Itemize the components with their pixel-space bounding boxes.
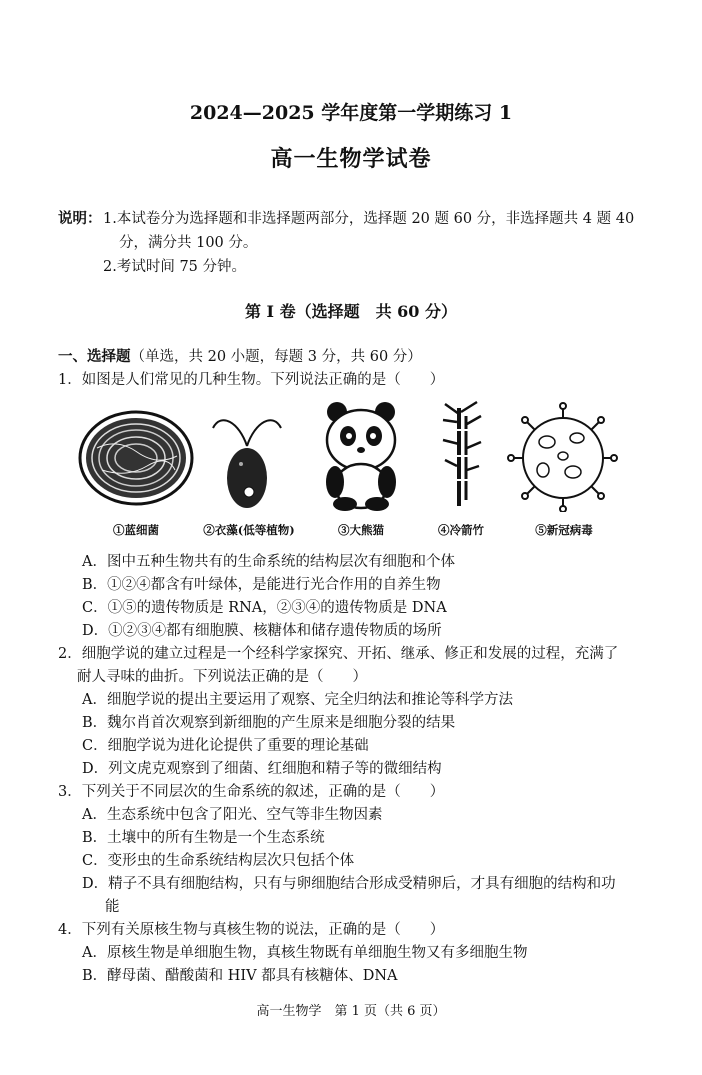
coronavirus-image (507, 402, 619, 512)
page-footer: 高一生物学 第 1 页（共 6 页） (256, 1004, 446, 1019)
caption-giant-panda: ③大熊猫 (338, 523, 384, 537)
cyanobacteria-image (77, 408, 195, 508)
section-title: 第 I 卷（选择题 共 60 分） (244, 302, 458, 321)
question-2-stem-line1: 2．细胞学说的建立过程是一个经科学家探究、开拓、继承、修正和发展的过程，充满了 (58, 646, 619, 662)
giant-panda-image (319, 400, 403, 512)
instruction-2: 2.考试时间 75 分钟。 (103, 259, 247, 275)
question-1-stem: 1．如图是人们常见的几种生物。下列说法正确的是（ ） (58, 372, 445, 388)
q2-option-c: C．细胞学说为进化论提供了重要的理论基础 (82, 738, 369, 754)
caption-bamboo: ④冷箭竹 (438, 523, 484, 537)
part-heading (58, 345, 422, 366)
q4-option-b: B．酵母菌、醋酸菌和 HIV 都具有核糖体、DNA (82, 968, 398, 984)
question-2-stem-line2: 耐人寻味的曲折。下列说法正确的是（ ） (77, 669, 367, 685)
instructions-label: 说明： (58, 210, 102, 227)
q2-option-d: D．列文虎克观察到了细菌、红细胞和精子等的微细结构 (82, 761, 442, 777)
part-note: （单选，共 20 小题，每题 3 分，共 60 分） (130, 349, 422, 365)
part-label: 一、选择题 (58, 348, 131, 365)
q1-option-a: A．图中五种生物共有的生命系统的结构层次有细胞和个体 (82, 554, 455, 570)
instruction-1-line2: 分，满分共 100 分。 (119, 235, 258, 251)
q3-option-b: B．土壤中的所有生物是一个生态系统 (82, 830, 325, 846)
q1-option-d: D．①②③④都有细胞膜、核糖体和储存遗传物质的场所 (82, 623, 442, 639)
q1-option-c: C．①⑤的遗传物质是 RNA，②③④的遗传物质是 DNA (82, 600, 447, 616)
q2-option-a: A．细胞学说的提出主要运用了观察、完全归纳法和推论等科学方法 (82, 692, 513, 708)
q3-option-d-continued: 能 (105, 899, 120, 915)
q3-option-d: D．精子不具有细胞结构，只有与卵细胞结合形成受精卵后，才具有细胞的结构和功 (82, 876, 616, 892)
bamboo-image (439, 400, 483, 510)
question-3-stem: 3．下列关于不同层次的生命系统的叙述，正确的是（ ） (58, 784, 445, 800)
exam-title: 2024—2025 学年度第一学期练习 1 (189, 102, 513, 124)
exam-subtitle: 高一生物学试卷 (270, 146, 432, 172)
caption-coronavirus: ⑤新冠病毒 (535, 523, 593, 537)
q4-option-a: A．原核生物是单细胞生物，真核生物既有单细胞生物又有多细胞生物 (82, 945, 528, 961)
q2-option-b: B．魏尔肖首次观察到新细胞的产生原来是细胞分裂的结果 (82, 715, 456, 731)
q3-option-a: A．生态系统中包含了阳光、空气等非生物因素 (82, 807, 383, 823)
caption-cyanobacteria: ①蓝细菌 (113, 523, 159, 537)
caption-chlamydomonas: ②衣藻(低等植物) (203, 523, 295, 537)
organism-figure (75, 398, 635, 540)
chlamydomonas-image (209, 402, 285, 510)
instruction-1-line1: 1.本试卷分为选择题和非选择题两部分，选择题 20 题 60 分，非选择题共 4 题 40 (103, 211, 635, 227)
q1-option-b: B．①②④都含有叶绿体，是能进行光合作用的自养生物 (82, 577, 441, 593)
question-4-stem: 4．下列有关原核生物与真核生物的说法，正确的是（ ） (58, 922, 445, 938)
q3-option-c: C．变形虫的生命系统结构层次只包括个体 (82, 853, 355, 869)
